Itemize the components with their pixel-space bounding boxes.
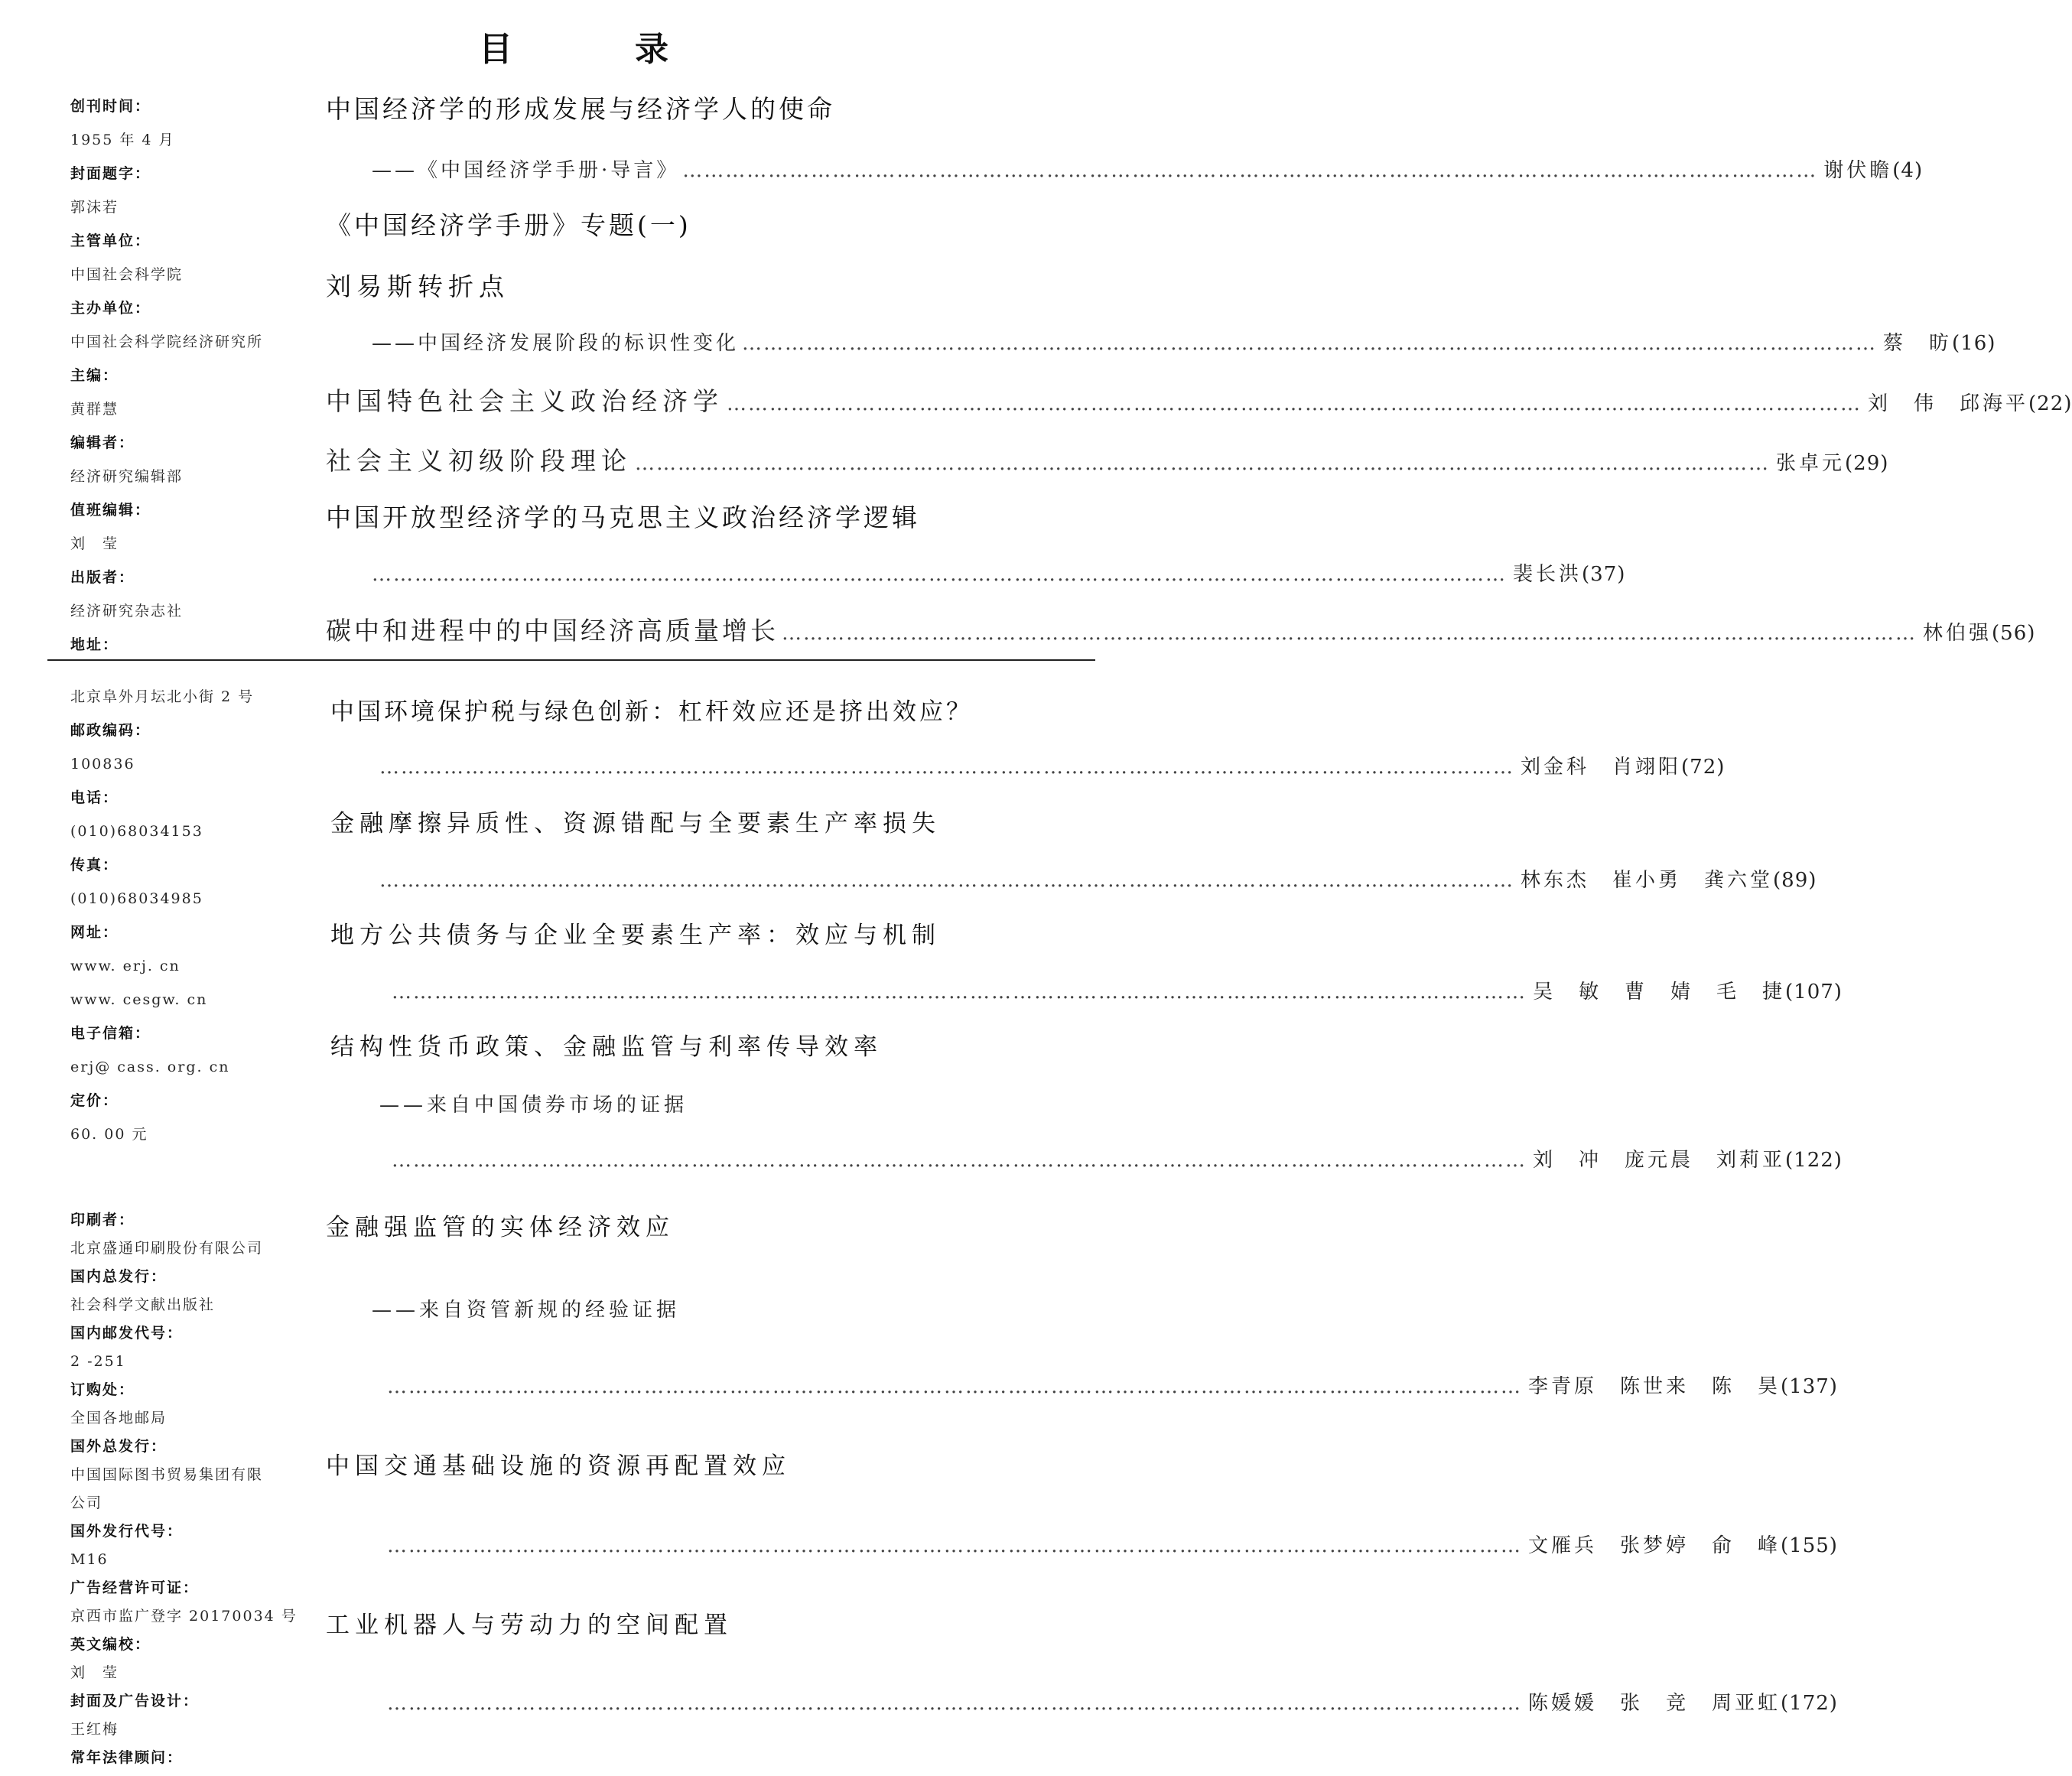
info-value: (010)68034153 <box>70 823 203 840</box>
toc-entry-title[interactable]: 中国环境保护税与绿色创新：杠杆效应还是挤出效应？ <box>330 698 973 726</box>
leader-dots: …………………………………………………………………………………………………………………………………………… <box>379 756 1514 779</box>
toc-entry-page: (29) <box>1845 452 1889 475</box>
toc-entry-title: 碳中和进程中的中国经济高质量增长 <box>326 616 779 646</box>
toc-entry-title: 中国特色社会主义政治经济学 <box>326 386 724 416</box>
leader-dots: …………………………………………………………………………………………………………………………………………… <box>727 392 1862 415</box>
toc-entry-authors: 林伯强 <box>1923 622 1992 645</box>
leader-dots: …………………………………………………………………………………………………………………………………………… <box>392 1149 1527 1172</box>
toc-entry-line[interactable] <box>379 754 1726 780</box>
info-value: www. erj. cn <box>70 958 181 974</box>
toc-entry-title[interactable]: 工业机器人与劳动力的空间配置 <box>326 1612 733 1639</box>
toc-entry-line[interactable] <box>326 445 1889 480</box>
info-label: 传真： <box>70 857 119 873</box>
toc-entry-line[interactable] <box>372 158 1924 184</box>
info-label: 邮政编码： <box>70 722 151 739</box>
info-label: 网址： <box>70 924 119 941</box>
toc-entry-authors: 谢伏瞻 <box>1823 159 1893 182</box>
leader-dots: …………………………………………………………………………………………………………………………………………… <box>635 452 1770 475</box>
info-value: 黄群慧 <box>70 401 119 418</box>
toc-entry-page: (16) <box>1952 332 1996 355</box>
info-value: 郭沫若 <box>70 199 119 216</box>
toc-entry-line[interactable] <box>379 867 1817 893</box>
info-value: 100836 <box>70 756 135 773</box>
toc-entry-line[interactable] <box>392 979 1843 1005</box>
leader-dots: …………………………………………………………………………………………………………………………………………… <box>782 622 1917 645</box>
toc-entry-title[interactable]: 结构性货币政策、金融监管与利率传导效率 <box>330 1033 883 1061</box>
toc-entry-authors: 陈媛媛 张 竞 周亚虹 <box>1528 1692 1781 1715</box>
toc-entry-line[interactable] <box>372 330 1996 356</box>
toc-entry-authors: 刘 伟 邱海平 <box>1868 392 2029 415</box>
toc-entry-title: 社会主义初级阶段理论 <box>326 446 632 476</box>
toc-entry-line[interactable] <box>326 385 2072 420</box>
leader-dots: …………………………………………………………………………………………………………………………………………… <box>387 1692 1522 1715</box>
info-label: 编辑者： <box>70 434 135 451</box>
toc-entry-title[interactable]: 地方公共债务与企业全要素生产率：效应与机制 <box>330 922 941 949</box>
toc-entry-subtitle: ——中国经济发展阶段的标识性变化 <box>372 332 740 355</box>
toc-entry-title[interactable]: 中国经济学的形成发展与经济学人的使命 <box>326 94 835 124</box>
info-value: (010)68034985 <box>70 890 203 907</box>
page-title: 目 录 <box>479 30 713 69</box>
info-value: 1955 年 4 月 <box>70 132 175 148</box>
info-value: 刘 莹 <box>70 1664 119 1681</box>
info-label: 值班编辑： <box>70 502 151 519</box>
toc-entry-page: (172) <box>1781 1692 1838 1715</box>
info-label: 电子信箱： <box>70 1025 151 1042</box>
info-label: 封面题字： <box>70 165 151 182</box>
toc-entry-page: (72) <box>1681 756 1726 779</box>
toc-entry-authors: 刘 冲 庞元晨 刘莉亚 <box>1533 1149 1786 1172</box>
toc-entry-page: (107) <box>1785 981 1843 1003</box>
info-value: 京西市监广登字 20170034 号 <box>70 1608 298 1625</box>
info-label: 印刷者： <box>70 1212 135 1228</box>
toc-entry-authors: 吴 敏 曹 婧 毛 捷 <box>1533 981 1786 1003</box>
leader-dots: …………………………………………………………………………………………………………………………………………… <box>387 1534 1522 1557</box>
toc-entry-line[interactable] <box>387 1690 1838 1716</box>
info-label: 地址： <box>70 636 119 653</box>
toc-entry-page: (4) <box>1892 159 1924 182</box>
info-label: 创刊时间： <box>70 98 151 115</box>
info-label: 主管单位： <box>70 233 151 249</box>
leader-dots: …………………………………………………………………………………………………………………………………………… <box>372 563 1507 586</box>
leader-dots: …………………………………………………………………………………………………………………………………………… <box>387 1375 1522 1398</box>
toc-entry-line[interactable] <box>387 1374 1838 1400</box>
info-label: 封面及广告设计： <box>70 1693 200 1709</box>
info-value: 刘 莹 <box>70 535 119 552</box>
info-value: 北京盛通印刷股份有限公司 <box>70 1240 264 1257</box>
toc-entry-title[interactable]: 金融摩擦异质性、资源错配与全要素生产率损失 <box>330 810 941 838</box>
info-value: 中国社会科学院 <box>70 266 184 283</box>
info-value: 60. 00 元 <box>70 1126 148 1143</box>
toc-entry-line[interactable] <box>392 1147 1843 1173</box>
toc-entry-page: (89) <box>1773 869 1817 892</box>
info-label: 国外总发行： <box>70 1438 168 1455</box>
info-value: 中国国际图书贸易集团有限 <box>70 1466 264 1483</box>
toc-entry-title[interactable]: 金融强监管的实体经济效应 <box>326 1214 675 1241</box>
info-value: www. cesgw. cn <box>70 991 208 1008</box>
leader-dots: …………………………………………………………………………………………………………………………………………… <box>742 332 1878 355</box>
info-label: 广告经营许可证： <box>70 1579 200 1596</box>
info-value: M16 <box>70 1551 109 1568</box>
info-value: 社会科学文献出版社 <box>70 1296 216 1313</box>
info-value: 经济研究编辑部 <box>70 468 184 485</box>
toc-entry-page: (37) <box>1582 563 1626 586</box>
leader-dots: …………………………………………………………………………………………………………………………………………… <box>379 869 1514 892</box>
leader-dots: …………………………………………………………………………………………………………………………………………… <box>682 159 1818 182</box>
toc-entry-page: (56) <box>1992 622 2036 645</box>
info-label: 主编： <box>70 367 119 384</box>
info-label: 出版者： <box>70 569 135 586</box>
toc-entry-line[interactable] <box>387 1533 1838 1559</box>
info-label: 国内邮发代号： <box>70 1325 184 1342</box>
toc-entry-page: (122) <box>1785 1149 1843 1172</box>
toc-entry-authors: 文雁兵 张梦婷 俞 峰 <box>1528 1534 1781 1557</box>
toc-entry-subtitle: ——来自资管新规的经验证据 <box>372 1299 681 1322</box>
toc-entry-authors: 蔡 昉 <box>1883 332 1953 355</box>
info-label: 定价： <box>70 1092 119 1109</box>
info-value: erj@ cass. org. cn <box>70 1059 230 1075</box>
info-label: 电话： <box>70 789 119 806</box>
info-value: 公司 <box>70 1495 103 1511</box>
info-label: 订购处： <box>70 1381 135 1398</box>
info-value: 北京阜外月坛北小街 2 号 <box>70 688 255 705</box>
info-value: 2 -251 <box>70 1353 126 1370</box>
info-value: 王红梅 <box>70 1721 119 1738</box>
toc-entry-authors: 刘金科 肖翊阳 <box>1521 756 1682 779</box>
toc-entry-authors: 李青原 陈世来 陈 昊 <box>1528 1375 1781 1398</box>
toc-entry-page: (22) <box>2028 392 2072 415</box>
info-value: 经济研究杂志社 <box>70 603 184 620</box>
special-topic-heading: 《中国经济学手册》专题(一) <box>326 210 691 240</box>
toc-entry-authors: 裴长洪 <box>1513 563 1582 586</box>
toc-entry-page: (155) <box>1781 1534 1838 1557</box>
info-label: 英文编校： <box>70 1636 151 1653</box>
info-value: 全国各地邮局 <box>70 1410 168 1426</box>
leader-dots: …………………………………………………………………………………………………………………………………………… <box>392 981 1527 1003</box>
toc-entry-title[interactable]: 中国开放型经济学的马克思主义政治经济学逻辑 <box>326 503 920 532</box>
toc-entry-title[interactable]: 中国交通基础设施的资源再配置效应 <box>326 1452 791 1480</box>
toc-entry-page: (137) <box>1781 1375 1838 1398</box>
toc-entry-authors: 张卓元 <box>1776 452 1846 475</box>
toc-entry-authors: 林东杰 崔小勇 龚六堂 <box>1521 869 1774 892</box>
info-value: 中国社会科学院经济研究所 <box>70 333 264 350</box>
info-label: 国内总发行： <box>70 1268 168 1285</box>
toc-entry-line[interactable] <box>372 561 1626 587</box>
info-label: 常年法律顾问： <box>70 1749 184 1766</box>
toc-entry-subtitle: ——来自中国债券市场的证据 <box>379 1094 688 1117</box>
toc-entry-subtitle: ——《中国经济学手册·导言》 <box>372 159 680 182</box>
toc-entry-title[interactable]: 刘易斯转折点 <box>326 272 509 301</box>
info-label: 国外发行代号： <box>70 1523 184 1540</box>
info-label: 主办单位： <box>70 300 151 317</box>
toc-entry-line[interactable] <box>326 615 2036 649</box>
